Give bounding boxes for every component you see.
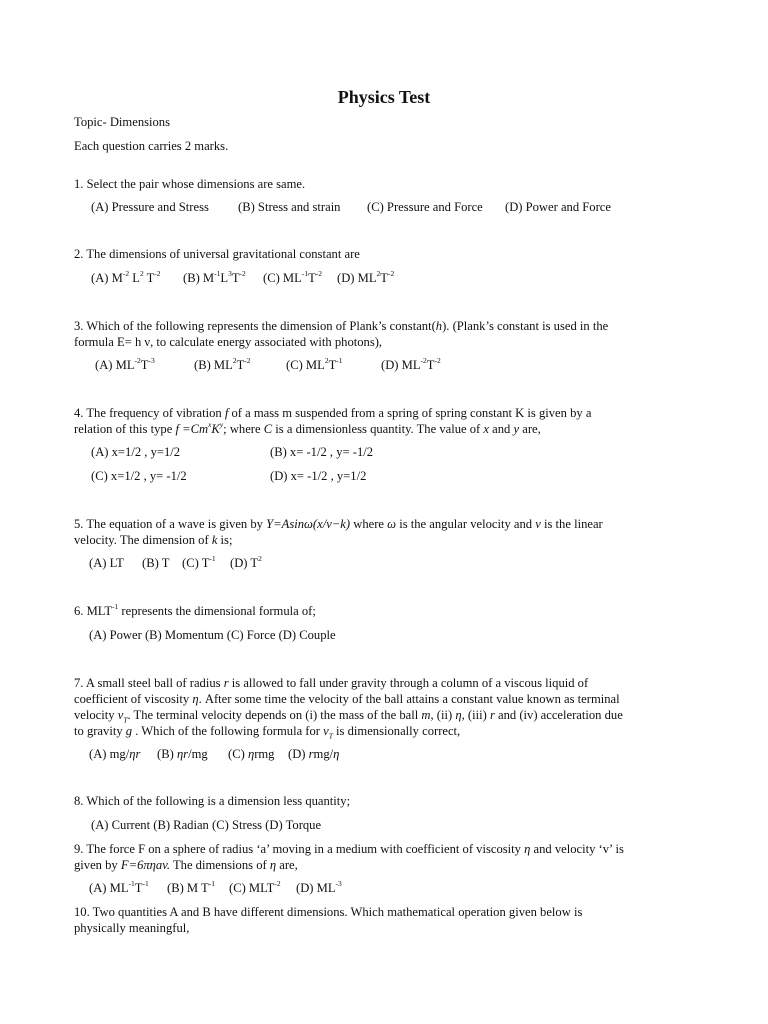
q5-option-b: (B) T — [142, 556, 170, 570]
q9-option-b: (B) M $T^{-1}$ — [167, 878, 215, 895]
question-7-line-3: velocity $v_T$. The terminal velocity depends on (i) the mass of the ball m, (ii) η, (iii) r and (iv) acceleration due — [74, 708, 623, 725]
q2-option-a: (A) $M^{-2}$ $L^2$ $T^{-2}$ — [91, 268, 161, 285]
question-4-line-2: relation of this type $f =Cm^xK^y$; where C is a dimensionless quantity. The value of x and y are, — [74, 419, 541, 436]
q4-option-d: (D) x= -1/2 , y=1/2 — [270, 469, 367, 483]
question-10-line-2: physically meaningful, — [74, 921, 190, 935]
question-6-text: 6. $MLT^{-1}$ represents the dimensional formula of; — [74, 601, 316, 618]
question-9-line-2: given by F=6πηav. The dimensions of η are, — [74, 858, 298, 872]
q4-option-b: (B) x= -1/2 , y= -1/2 — [270, 445, 374, 459]
question-3-line-2: formula E= h ν, to calculate energy associated with photons), — [74, 335, 383, 349]
q1-option-d: (D) Power and Force — [505, 200, 611, 214]
q9-option-c: (C) $MLT^{-2}$ — [229, 878, 281, 895]
q2-option-b: (B) $M^{-1}L^3T^{-2}$ — [183, 268, 246, 285]
question-7-line-4: to gravity g . Which of the following formula for $v_T$ is dimensionally correct, — [74, 724, 461, 741]
question-3-line-1: 3. Which of the following represents the dimension of Plank’s constant(h). (Plank’s constant is used in the — [74, 319, 609, 333]
q3-option-d: (D) $ML^{-2}T^{-2}$ — [381, 355, 441, 372]
q6-options: (A) Power (B) Momentum (C) Force (D) Couple — [89, 628, 336, 642]
question-7-line-2: coefficient of viscosity η. After some time the velocity of the ball attains a constant value known as terminal — [74, 692, 620, 706]
question-8-text: 8. Which of the following is a dimension less quantity; — [74, 794, 351, 808]
q4-option-a: (A) x=1/2 , y=1/2 — [91, 445, 181, 459]
q3-option-b: (B) $ML^2T^{-2}$ — [194, 355, 251, 372]
q5-option-d: (D) $T^2$ — [230, 553, 262, 570]
q9-option-d: (D) $ML^{-3}$ — [296, 878, 342, 895]
topic-line: Topic- Dimensions — [74, 115, 171, 129]
q4-option-c: (C) x=1/2 , y= -1/2 — [91, 469, 187, 483]
q3-option-a: (A) $ML^{-2}T^{-3}$ — [95, 355, 155, 372]
q2-option-c: (C) $ML^{-1}T^{-2}$ — [263, 268, 323, 285]
question-1-text: 1. Select the pair whose dimensions are same. — [74, 177, 306, 191]
q7-option-b: (B) ηr/mg — [157, 747, 208, 761]
q1-option-c: (C) Pressure and Force — [367, 200, 483, 214]
q5-option-a: (A) LT — [89, 556, 124, 570]
question-4-line-1: 4. The frequency of vibration f of a mass m suspended from a spring of spring constant K is given by a — [74, 406, 592, 420]
q1-option-a: (A) Pressure and Stress — [91, 200, 209, 214]
q1-option-b: (B) Stress and strain — [238, 200, 341, 214]
q7-option-d: (D) rmg/η — [288, 747, 340, 761]
q2-option-d: (D) $ML^2T^{-2}$ — [337, 268, 395, 285]
question-10-line-1: 10. Two quantities A and B have different dimensions. Which mathematical operation given below is — [74, 905, 583, 919]
page-title: Physics Test — [337, 87, 431, 107]
question-5-line-2: velocity. The dimension of k is; — [74, 533, 233, 547]
question-7-line-1: 7. A small steel ball of radius r is allowed to fall under gravity through a column of a viscous liquid of — [74, 676, 589, 690]
q7-option-c: (C) ηrmg — [228, 747, 275, 761]
q3-option-c: (C) $ML^2T^{-1}$ — [286, 355, 343, 372]
q7-option-a: (A) mg/ηr — [89, 747, 141, 761]
q9-option-a: (A) $ML^{-1}T^{-1}$ — [89, 878, 149, 895]
q8-options: (A) Current (B) Radian (C) Stress (D) Torque — [91, 818, 322, 832]
q5-option-c: (C) $T^{-1}$ — [182, 553, 216, 570]
question-2-text: 2. The dimensions of universal gravitational constant are — [74, 247, 360, 261]
marks-note: Each question carries 2 marks. — [74, 139, 229, 153]
question-5-line-1: 5. The equation of a wave is given by Y=Asinω(x/v−k) where ω is the angular velocity and v is the linear — [74, 517, 603, 531]
question-9-line-1: 9. The force F on a sphere of radius ‘a’ moving in a medium with coefficient of viscosity η and velocity ‘v’ is — [74, 842, 624, 856]
